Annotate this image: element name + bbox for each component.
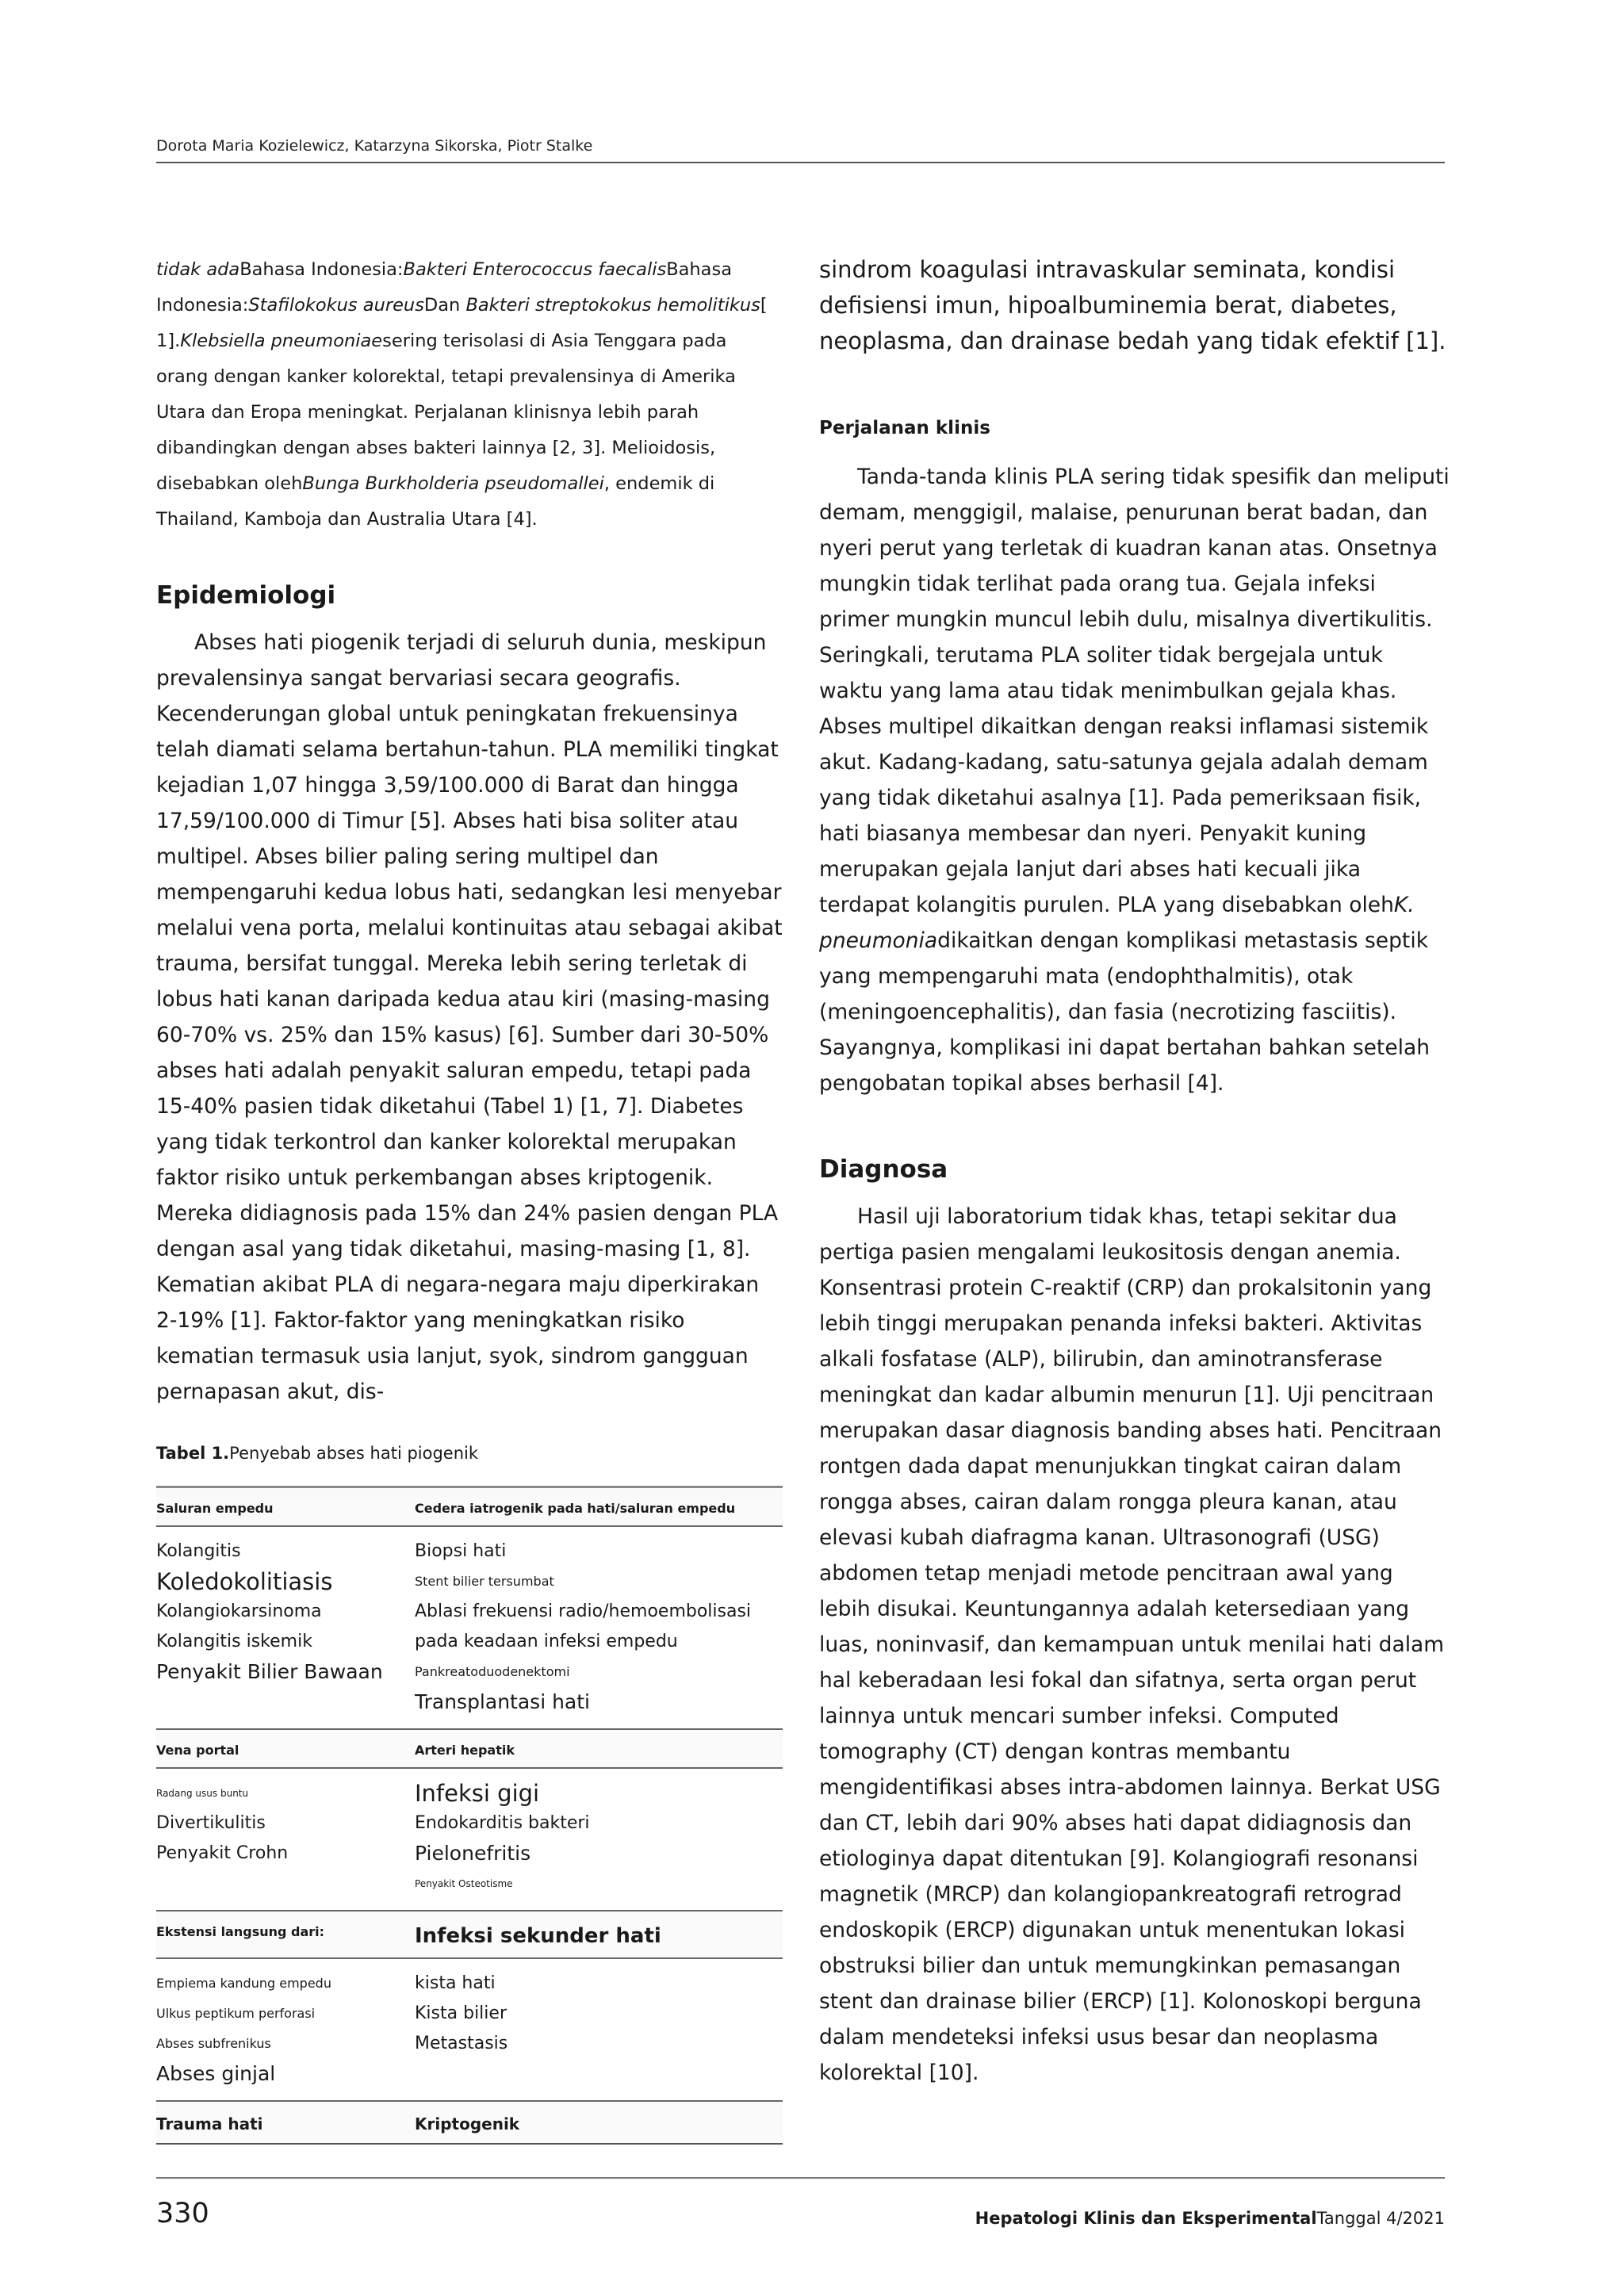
table-caption-label: Tabel 1. — [156, 1444, 230, 1463]
intro-text: , endemik di Thailand, Kamboja dan Australia Utara [4]. — [156, 473, 715, 530]
table-row — [156, 1958, 783, 2101]
table-cell — [415, 1958, 783, 2101]
table-item: Pankreatoduodenektomi — [415, 1664, 570, 1679]
intro-text: Bunga Burkholderia pseudomallei — [302, 473, 604, 494]
intro-text: sering terisolasi di Asia Tenggara pada orang dengan kanker kolorektal, tetapi prevalensinya di Amerika Utara dan Eropa meningkat. Perjalanan klinisnya lebih parah dibandingkan dengan abses bakteri lainnya [2, 3]. Melioidosis, disebabkan oleh — [156, 331, 736, 494]
intro-text: Stafilokokus aureus — [248, 295, 424, 316]
journal-title: Hepatologi Klinis dan Eksperimental — [975, 2209, 1317, 2228]
table-item: Biopsi hati — [415, 1541, 507, 1561]
table-header-cell: Saluran empedu — [156, 1487, 415, 1527]
right-column — [819, 252, 1450, 2091]
table-item: Kolangitis — [156, 1541, 241, 1561]
table-item: Kolangiokarsinoma — [156, 1601, 322, 1621]
table-item: Ablasi frekuensi radio/hemoembolisasi — [415, 1601, 752, 1621]
journal-line — [975, 2209, 1445, 2228]
table-item: kista hati — [415, 1973, 496, 1993]
table-item: Stent bilier tersumbat — [415, 1574, 554, 1589]
table-item: Empiema kandung empedu — [156, 1976, 331, 1991]
intro-text: Bahasa Indonesia: — [156, 259, 732, 316]
table-cell — [415, 1768, 783, 1911]
table-item: Infeksi gigi — [415, 1780, 540, 1807]
running-header — [156, 137, 1445, 163]
diagnosis-paragraph: Hasil uji laboratorium tidak khas, tetapi sekitar dua pertiga pasien mengalami leukositosis dengan anemia. Konsentrasi protein C-reaktif (CRP) dan prokalsitonin yang lebih tinggi merupakan penanda infeksi bakteri. Aktivitas alkali fosfatase (ALP), bilirubin, dan aminotransferase meningkat dan kadar albumin menurun [1]. Uji pencitraan merupakan dasar diagnosis banding abses hati. Pencitraan rontgen dada dapat menunjukkan tingkat cairan dalam rongga abses, cairan dalam rongga pleura kanan, atau elevasi kubah diafragma kanan. Ultrasonografi (USG) abdomen tetap menjadi metode pencitraan awal yang lebih disukai. Keuntungannya adalah ketersediaan yang luas, noninvasif, dan kemampuan untuk menilai hati dalam hal keberadaan lesi fokal dan sifatnya, serta organ perut lainnya untuk mencari sumber infeksi. Computed tomography (CT) dengan kontras membantu mengidentifikasi abses intra-abdomen lainnya. Berkat USG dan CT, lebih dari 90% abses hati dapat didiagnosis dan etiologinya dapat ditentukan [9]. Kolangiografi resonansi magnetik (MRCP) dan kolangiopankreatografi retrograd endoskopik (ERCP) digunakan untuk menentukan lokasi obstruksi bilier dan untuk memungkinkan pemasangan stent dan drainase bilier (ERCP) [1]. Kolonoskopi berguna dalam mendeteksi infeksi usus besar dan neoplasma kolorektal [10]. — [819, 1204, 1445, 2085]
table-item: pada keadaan infeksi empedu — [415, 1632, 678, 1651]
table-item: Penyakit Bilier Bawaan — [156, 1660, 383, 1683]
table-header-cell: Cedera iatrogenik pada hati/saluran empedu — [415, 1487, 783, 1527]
page-number: 330 — [156, 2198, 209, 2229]
table-header-cell: Ekstensi langsung dari: — [156, 1911, 415, 1958]
table-cell — [415, 1526, 783, 1729]
table-item: Ulkus peptikum perforasi — [156, 2006, 316, 2021]
table-item: Endokarditis bakteri — [415, 1813, 590, 1833]
journal-issue: Tanggal 4/2021 — [1316, 2209, 1445, 2228]
table-item: Transplantasi hati — [415, 1690, 590, 1713]
table-item: Radang usus buntu — [156, 1788, 249, 1799]
table-cell — [156, 1958, 415, 2101]
table-item: Koledokolitiasis — [156, 1568, 333, 1595]
table-row — [156, 1768, 783, 1911]
table-section-header — [156, 1911, 783, 1958]
intro-text: Klebsiella pneumoniae — [180, 331, 383, 351]
table-section-header — [156, 1729, 783, 1768]
author-line: Dorota Maria Kozielewicz, Katarzyna Sikorska, Piotr Stalke — [156, 137, 593, 155]
epidemiology-paragraph: Abses hati piogenik terjadi di seluruh dunia, meskipun prevalensinya sangat bervariasi secara geografis. Kecenderungan global untuk peningkatan frekuensinya telah diamati selama bertahun-tahun. PLA memiliki tingkat kejadian 1,07 hingga 3,59/100.000 di Barat dan hingga 17,59/100.000 di Timur [5]. Abses hati bisa soliter atau multipel. Abses bilier paling sering multipel dan mempengaruhi kedua lobus hati, sedangkan lesi menyebar melalui vena porta, melalui kontinuitas atau sebagai akibat trauma, bersifat tunggal. Mereka lebih sering terletak di lobus hati kanan daripada kedua atau kiri (masing-masing 60-70% vs. 25% dan 15% kasus) [6]. Sumber dari 30-50% abses hati adalah penyakit saluran empedu, tetapi pada 15-40% pasien tidak diketahui (Tabel 1) [1, 7]. Diabetes yang tidak terkontrol dan kanker kolorektal merupakan faktor risiko untuk perkembangan abses kriptogenik. Mereka didiagnosis pada 15% dan 24% pasien dengan PLA dengan asal yang tidak diketahui, masing-masing [1, 8]. Kematian akibat PLA di negara-negara maju diperkirakan 2-19% [1]. Faktor-faktor yang meningkatkan risiko kematian termasuk usia lanjut, syok, sindrom gangguan pernapasan akut, dis- — [156, 630, 783, 1404]
table-section-header — [156, 1487, 783, 1527]
table-cell — [156, 1768, 415, 1911]
table-item: Kista bilier — [415, 2003, 507, 2023]
intro-text: Bakteri streptokokus hemolitikus — [465, 295, 760, 316]
table-header-cell: Kriptogenik — [415, 2101, 783, 2144]
continued-paragraph: sindrom koagulasi intravaskular seminata, kondisi defisiensi imun, hipoalbuminemia berat, diabetes, neoplasma, dan drainase bedah yang tidak efektif [1]. — [819, 256, 1446, 354]
epidemiology-heading: Epidemiologi — [156, 581, 336, 610]
footer-rule — [156, 2177, 1445, 2179]
table-row — [156, 1526, 783, 1729]
intro-text: tidak ada — [156, 259, 240, 280]
intro-text: Bakteri Enterococcus faecalis — [403, 259, 667, 280]
intro-text: Dan — [423, 295, 466, 316]
table-item: Penyakit Crohn — [156, 1843, 289, 1863]
intro-text: [ 1]. — [156, 295, 768, 351]
table-header-cell: Arteri hepatik — [415, 1729, 783, 1768]
table-item: Penyakit Osteotisme — [415, 1878, 513, 1889]
table-item: Abses ginjal — [156, 2062, 276, 2085]
clinical-text: dikaitkan dengan komplikasi metastasis septik yang mempengaruhi mata (endophthalmitis), otak (meningoencephalitis), dan fasia (necrotizing fasciitis). Sayangnya, komplikasi ini dapat bertahan bahkan setelah pengobatan topikal abses berhasil [4]. — [819, 928, 1431, 1096]
clinical-course-heading: Perjalanan klinis — [819, 418, 990, 438]
table-item: Pielonefritis — [415, 1842, 531, 1865]
clinical-text: Tanda-tanda klinis PLA sering tidak spesifik dan meliputi demam, menggigil, malaise, penurunan berat badan, dan nyeri perut yang terletak di kuadran kanan atas. Onsetnya mungkin tidak terlihat pada orang tua. Gejala infeksi primer mungkin muncul lebih dulu, misalnya divertikulitis. Seringkali, terutama PLA soliter tidak bergejala untuk waktu yang lama atau tidak menimbulkan gejala khas. Abses multipel dikaitkan dengan reaksi inflamasi sistemik akut. Kadang-kadang, satu-satunya gejala adalah demam yang tidak diketahui asalnya [1]. Pada pemeriksaan fisik, hati biasanya membesar dan nyeri. Penyakit kuning merupakan gejala lanjut dari abses hati kecuali jika terdapat kolangitis purulen. PLA yang disebabkan oleh — [819, 465, 1450, 917]
intro-text: Bahasa Indonesia: — [239, 259, 404, 280]
table-item: Abses subfrenikus — [156, 2036, 271, 2051]
table-cell — [156, 1526, 415, 1729]
table-header-cell: Trauma hati — [156, 2101, 415, 2144]
table-item: Metastasis — [415, 2034, 508, 2053]
clinical-course-paragraph — [819, 459, 1450, 1101]
table-header-cell: Vena portal — [156, 1729, 415, 1768]
intro-paragraph — [156, 252, 783, 538]
table-header-cell: Infeksi sekunder hati — [415, 1911, 783, 1958]
left-column — [156, 252, 783, 2145]
table-caption-text: Penyebab abses hati piogenik — [229, 1444, 479, 1463]
table-section-header — [156, 2101, 783, 2144]
table-item: Kolangitis iskemik — [156, 1632, 312, 1651]
causes-table — [156, 1486, 783, 2145]
table-item: Divertikulitis — [156, 1813, 266, 1833]
clinical-text-italic: K. pneumonia — [819, 893, 1415, 953]
table-caption — [156, 1441, 783, 1465]
diagnosis-heading: Diagnosa — [819, 1155, 948, 1184]
